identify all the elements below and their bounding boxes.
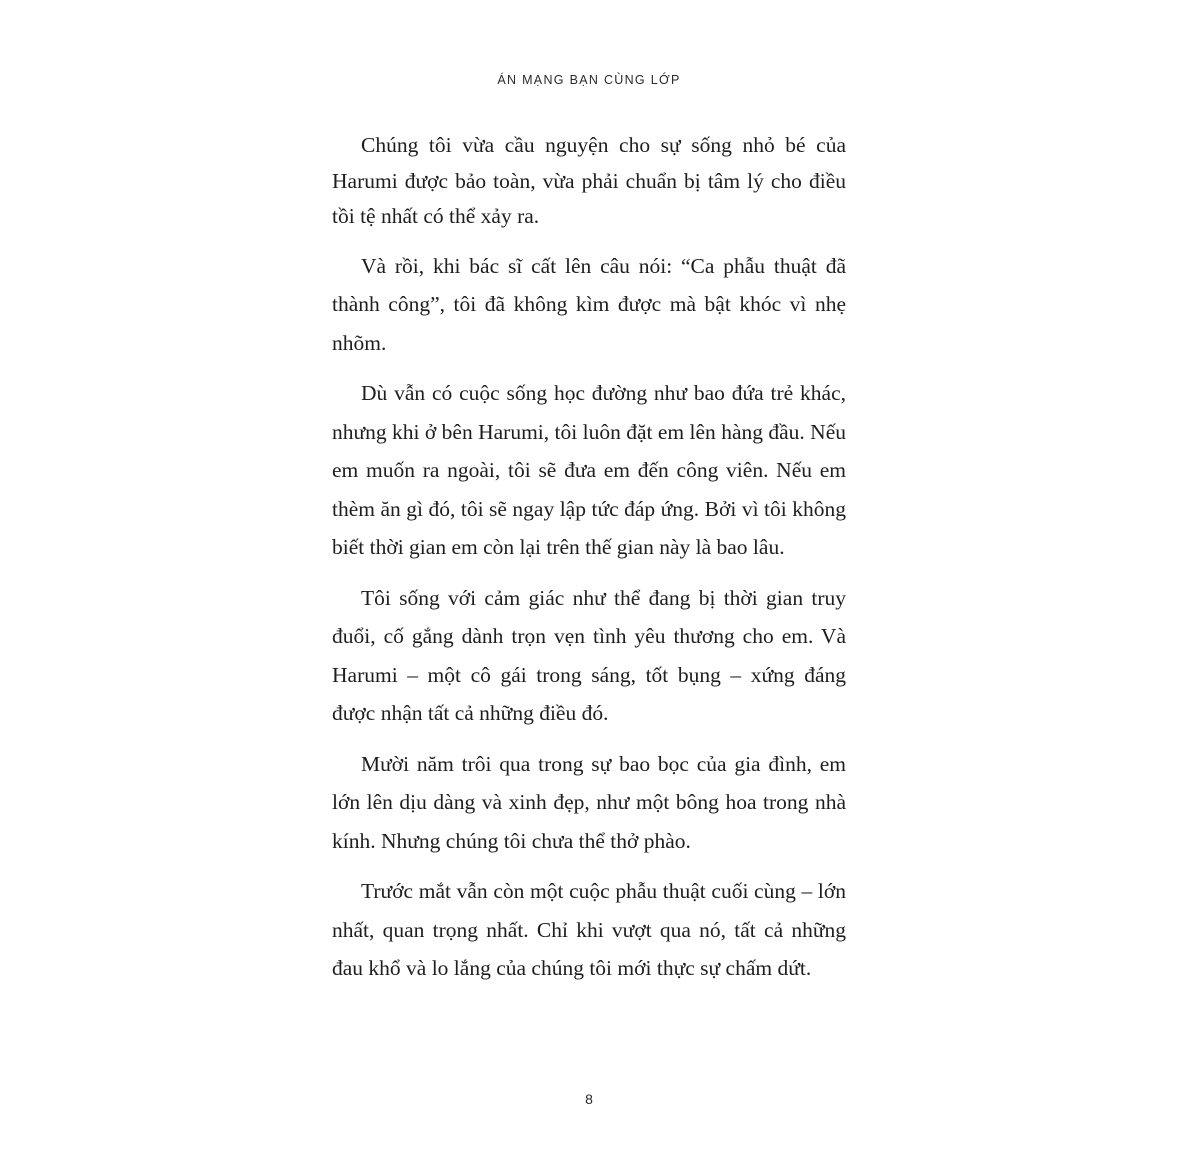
paragraph: Mười năm trôi qua trong sự bao bọc của gia đình, em lớn lên dịu dàng và xinh đẹp, như một bông hoa trong nhà kính. Nhưng chúng tôi chưa thể thở phào. xyxy=(332,751,846,853)
paragraph: Dù vẫn có cuộc sống học đường như bao đứa trẻ khác, nhưng khi ở bên Harumi, tôi luôn đặt em lên hàng đầu. Nếu em muốn ra ngoài, tôi sẽ đưa em đến công viên. Nếu em thèm ăn gì đó, tôi sẽ ngay lập tức đáp ứng. Bởi vì tôi không biết thời gian em còn lại trên thế gian này là bao lâu. xyxy=(332,381,846,559)
page-number: 8 xyxy=(585,1091,593,1107)
body-text xyxy=(332,128,846,1000)
running-header: ÁN MẠNG BẠN CÙNG LỚP xyxy=(497,73,681,87)
paragraph: Chúng tôi vừa cầu nguyện cho sự sống nhỏ bé của Harumi được bảo toàn, vừa phải chuẩn bị tâm lý cho điều tồi tệ nhất có thể xảy ra. xyxy=(332,133,846,228)
paragraph: Và rồi, khi bác sĩ cất lên câu nói: “Ca phẫu thuật đã thành công”, tôi đã không kìm được mà bật khóc vì nhẹ nhõm. xyxy=(332,253,846,355)
paragraph: Trước mắt vẫn còn một cuộc phẫu thuật cuối cùng – lớn nhất, quan trọng nhất. Chỉ khi vượt qua nó, tất cả những đau khổ và lo lắng của chúng tôi mới thực sự chấm dứt. xyxy=(332,879,846,980)
paragraph: Tôi sống với cảm giác như thể đang bị thời gian truy đuổi, cố gắng dành trọn vẹn tình yêu thương cho em. Và Harumi – một cô gái trong sáng, tốt bụng – xứng đáng được nhận tất cả những điều đó. xyxy=(332,585,846,725)
